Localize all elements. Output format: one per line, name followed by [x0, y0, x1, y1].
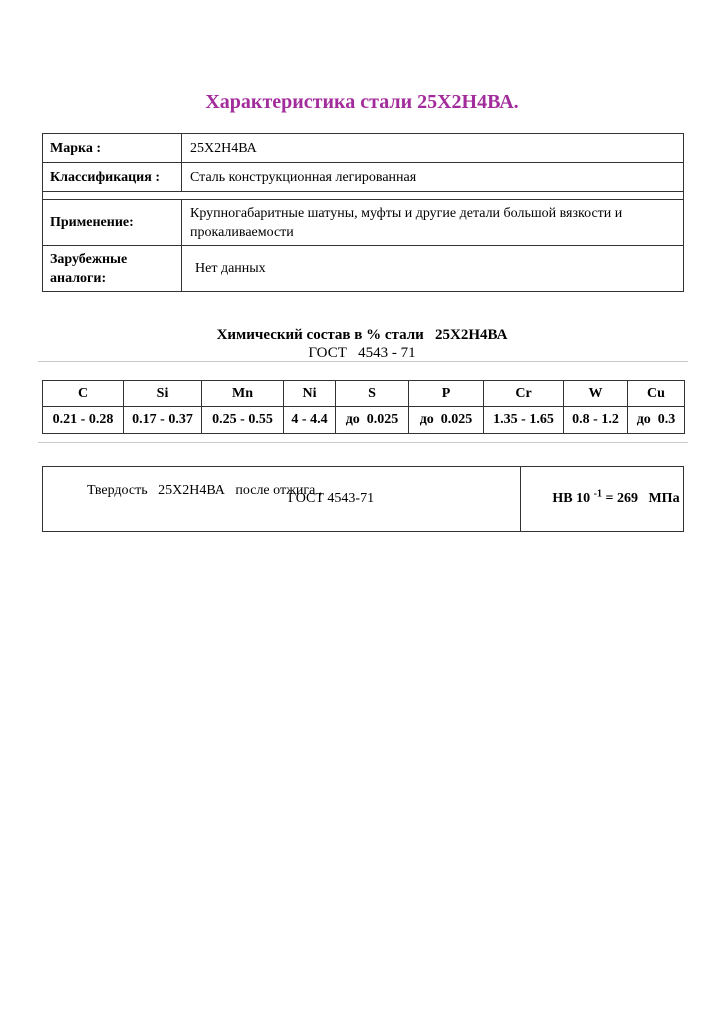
element-value-cell: 0.25 - 0.55 — [202, 407, 284, 434]
spacer-row — [43, 192, 684, 200]
element-value-cell: 0.17 - 0.37 — [124, 407, 202, 434]
grade-label: Марка : — [43, 134, 182, 163]
table-row — [43, 163, 684, 192]
chemical-composition-table — [42, 380, 685, 434]
element-value-cell: 0.21 - 0.28 — [43, 407, 124, 434]
element-header-cell: P — [409, 381, 484, 407]
hardness-description-cell — [43, 467, 521, 532]
table-row — [43, 246, 684, 292]
element-header-cell: Mn — [202, 381, 284, 407]
grade-value: 25Х2Н4ВА — [182, 134, 684, 163]
element-header-cell: W — [564, 381, 628, 407]
page-title: Характеристика стали 25Х2Н4ВА. — [205, 91, 519, 113]
spacer-cell — [43, 192, 684, 200]
element-value-cell: 1.35 - 1.65 — [484, 407, 564, 434]
foreign-analogs-label: Зарубежные аналоги: — [43, 246, 182, 292]
hardness-description: Твердость 25Х2Н4ВА после отжига , — [87, 483, 323, 498]
element-value-row — [43, 407, 685, 434]
element-header-cell: Cr — [484, 381, 564, 407]
application-label: Применение: — [43, 200, 182, 246]
element-value-cell: 0.8 - 1.2 — [564, 407, 628, 434]
hardness-value-cell — [521, 467, 684, 532]
element-header-cell: Si — [124, 381, 202, 407]
hardness-gost: ГОСТ 4543-71 — [288, 491, 375, 506]
hardness-row — [43, 467, 684, 532]
element-header-cell: Ni — [284, 381, 336, 407]
classification-label: Классификация : — [43, 163, 182, 192]
element-header-cell: C — [43, 381, 124, 407]
composition-heading — [0, 326, 724, 362]
hardness-value-suffix: = 269 МПа — [601, 491, 680, 506]
horizontal-rule — [38, 442, 688, 443]
composition-heading-line2: ГОСТ 4543 - 71 — [308, 345, 416, 361]
element-value-cell: до 0.025 — [409, 407, 484, 434]
element-value-cell: до 0.025 — [336, 407, 409, 434]
horizontal-rule — [38, 361, 688, 362]
steel-info-table — [42, 133, 684, 292]
element-header-cell: Cu — [628, 381, 685, 407]
table-row — [43, 134, 684, 163]
element-header-cell: S — [336, 381, 409, 407]
element-header-row — [43, 381, 685, 407]
hardness-value-superscript: -1 — [593, 488, 602, 500]
element-value-cell: 4 - 4.4 — [284, 407, 336, 434]
hardness-value-prefix: НВ 10 — [552, 491, 594, 506]
composition-heading-line1: Химический состав в % стали 25Х2Н4ВА — [216, 327, 508, 343]
foreign-analogs-value: Нет данных — [182, 246, 684, 292]
classification-value: Сталь конструкционная легированная — [182, 163, 684, 192]
application-value: Крупногабаритные шатуны, муфты и другие детали большой вязкости и прокаливаемости — [182, 200, 684, 246]
hardness-table — [42, 466, 684, 532]
table-row — [43, 200, 684, 246]
element-value-cell: до 0.3 — [628, 407, 685, 434]
